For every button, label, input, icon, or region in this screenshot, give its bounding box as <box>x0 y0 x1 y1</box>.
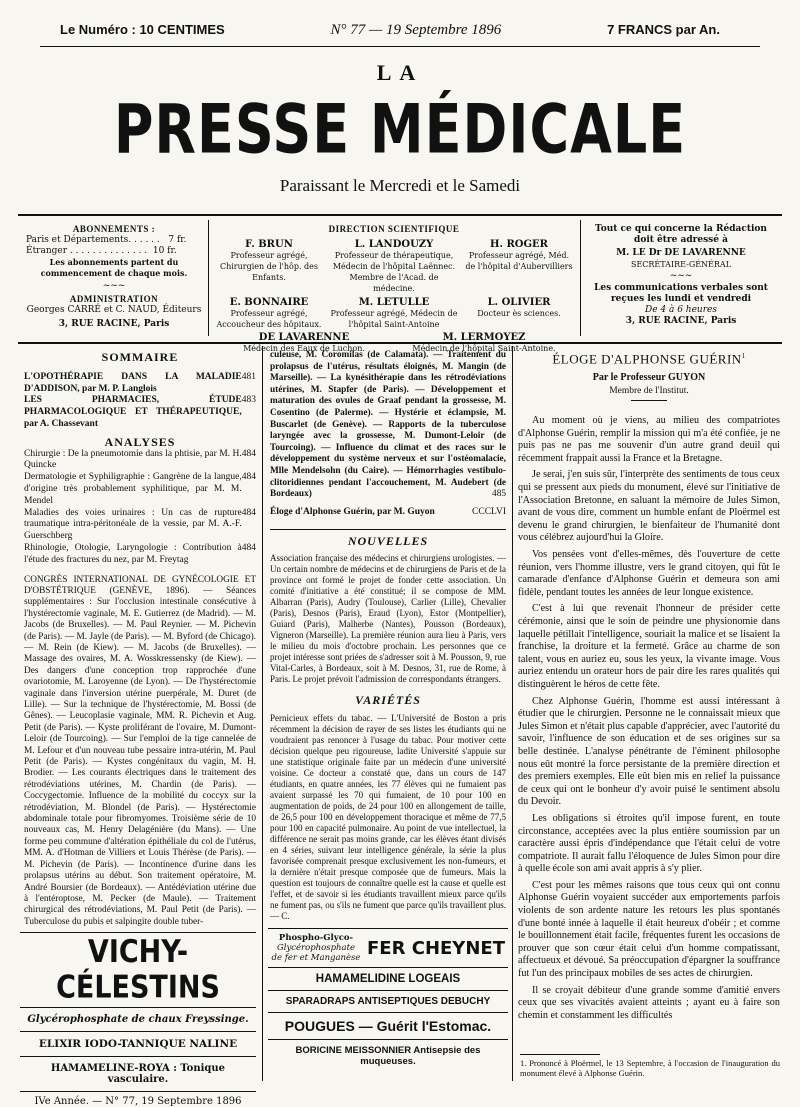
header-rule <box>40 46 760 47</box>
nouvelles-title: NOUVELLES <box>347 533 429 548</box>
analyses-title: ANALYSES <box>104 434 176 449</box>
director-lavarenne-desc: Médecin des Eaux de Luchon. <box>243 344 365 353</box>
masthead-subtitle: Paraissant le Mercredi et le Samedi <box>279 176 521 195</box>
abonnements-note: Les abonnements partent du commencement de chaque mois. <box>40 257 188 278</box>
ads-left <box>20 932 256 1107</box>
redaction-line-6: 3, RUE RACINE, Paris <box>625 316 737 326</box>
director-bonnaire-desc: Professeur agrégé, Accoucheur des hôpitaux. <box>216 309 322 329</box>
analyse-page-1: 484 <box>241 448 256 459</box>
admin-address: 3, RUE RACINE, Paris <box>58 319 170 329</box>
eloge-p6: Les obligations si étroites qu'il impose furent, en toute circonstance, acceptées avec la plus entière soumission par un caractère aussi épris d'indépendance que l'était celui de votre compatriote. Il aurait fallu l'éloquence de Jules Simon pour dire à quelle école son ami avait appris à s'y plier. <box>518 812 780 875</box>
redaction-line-4: Les communications verbales sont reçues les lundi et vendredi <box>594 283 768 304</box>
eloge-p8: Il se croyait débiteur d'une grande somme d'amitié envers ceux que ses vivacités avaient atteints ; ayant eu à faire son chemin et constamment les difficultés <box>518 984 780 1021</box>
analyse-item-4: Rhinologie, Otologie, Laryngologie : Contribution à l'étude des fractures du nez, par M. Freytag <box>24 542 242 565</box>
director-olivier: L. OLIVIER <box>487 297 551 308</box>
director-brun: F. BRUN <box>245 239 293 250</box>
ad-glycero: Glycérophosphate de chaux Freyssinge. <box>27 1014 249 1025</box>
info-band <box>18 214 782 353</box>
director-letulle-desc: Professeur agrégé, Médecin de l'hôpital Saint-Antoine <box>330 309 458 329</box>
congres-page: 485 <box>492 489 506 500</box>
sommaire-title: SOMMAIRE <box>101 350 179 364</box>
masthead-article: LA <box>376 60 424 85</box>
redaction-line-2: M. LE Dr DE LAVARENNE <box>616 248 746 258</box>
ad-elixir: ELIXIR IODO-TANNIQUE NALINE <box>38 1038 238 1050</box>
director-lermoyez-desc: Médecin de l'hôpital Saint-Antoine. <box>412 344 556 353</box>
footer-issue: IVe Année. — N° 77, 19 Septembre 1896 <box>34 1096 242 1107</box>
analyse-page-4: 484 <box>241 542 256 553</box>
subscriptions-block: ABONNEMENTS : Paris et Départements. . . . . . 7 fr. Étranger . . . . . . . . . . . . . . 10 fr. Les abonnements partent du commencement de chaque mois. ~~~ ADMINISTRATION Georges CARRÉ et C. NAUD, Éditeurs 3, RUE RACINE, Paris <box>26 224 202 329</box>
director-olivier-desc: Docteur ès sciences. <box>477 309 561 318</box>
director-roger-desc: Professeur agrégé, Méd. de l'hôpital d'Aubervilliers <box>465 251 573 271</box>
ad-fer-cheynet: FER CHEYNET <box>367 937 505 959</box>
redaction-line-3: SECRÉTAIRE-GÉNÉRAL <box>630 260 732 269</box>
analyse-page-2: 484 <box>241 472 256 483</box>
masthead-title: PRESSE MÉDICALE <box>113 90 687 169</box>
director-letulle: M. LETULLE <box>358 297 430 308</box>
director-landouzy-desc: Professeur de thérapeutique, Médecin de l'hôpital Laënnec. Membre de l'Acad. de médecine. <box>332 251 456 293</box>
eloge-p5: Chez Alphonse Guérin, l'homme est aussi intéressant à étudier que le chirurgien. Personne ne le connaissait mieux que Jules Simon et n'était plus capable d'apprécier, avec l'autorité du savoir, l'influence de son éducation et de ses origines sur sa belle destinée. L'analyse pénétrante de l'éminent philosophe nous eût montré la force persistante de la première direction et des premiers exemples. Elle eût bien mis en relief la puissance de ceux qui ont le bonheur d'y avoir puisé le sentiment absolu du Devoir. <box>518 695 780 808</box>
eloge-p7: C'est pour les mêmes raisons que tous ceux qui ont connu Alphonse Guérin voyaient succéder aux emportements parfois violents de son ardente nature les retours les plus spontanés d'une bonté innée à laquelle il était heureux d'obéir ; et comme le bouillonnement était facile, fréquentes furent les occasions de prouver que son cœur était celui d'un homme compatissant, affectueux et dévoué. Sa préoccupation d'épargner la souffrance fut l'un des principaux mobiles de ses actes de chirurgien. <box>518 879 780 980</box>
direction-title: DIRECTION SCIENTIFIQUE <box>328 224 460 234</box>
ads-middle <box>268 928 508 1072</box>
issue-number: N° 77 — 19 Septembre 1896 <box>330 22 502 38</box>
admin-title: ADMINISTRATION <box>69 294 159 304</box>
director-brun-desc: Professeur agrégé, Chirurgien de l'hôp. des Enfants. <box>219 251 319 282</box>
varietes-text: Pernicieux effets du tabac. — L'Université de Boston a pris récemment la décision de rayer de ses listes les étudiants qui ne voudraient pas renoncer à l'usage du tabac. Pour motiver cette décision quelque peu rigoureuse, ladite Université s'appuie sur une statistique originale faite par un médecin d'une université voisine. Ce docteur a constaté que, dans un cours de 147 étudiants, en quatre années, les 77 élèves qui ne fumaient pas avaient surpassé les 70 qui fumaient, de 10 pour 100 en augmentation de poids, de 24 pour 100 en allongement de taille, de 26,5 pour 100 en développement thoracique et même de 77,5 pour 100 en capacité pulmonaire. Au point de vue intellectuel, la différence ne serait pas moins grande, car les élèves étant divisés en 4 séries, suivant leur intelligence générale, la série la plus favorisée comprenait presque exclusivement les non-fumeurs, et la dernière n'était presque composée que de fumeurs. Mais la question est toujours de connaître quelle est la cause et quelle est l'effet, et de savoir si les étudiants travaillent mieux parce qu'ils ne fument pas, ou s'ils ne fument que parce qu'ils travaillent plus. — C. <box>270 713 506 922</box>
column-2 <box>270 350 506 922</box>
sommaire <box>24 352 256 928</box>
ad-hamamelidine: HAMAMELIDINE LOGEAIS <box>315 973 461 985</box>
eloge-title: ÉLOGE D'ALPHONSE GUÉRIN <box>552 351 742 367</box>
ad-vichy: VICHY-CÉLESTINS <box>56 934 220 1006</box>
sommaire-item-2: LES PHARMACIES, ÉTUDE PHARMACOLOGIQUE ET THÉRAPEUTIQUE, par A. Chassevant <box>24 395 242 429</box>
top-header <box>60 22 720 44</box>
varietes-title: VARIÉTÉS <box>355 693 421 708</box>
etranger-price: Étranger . . . . . . . . . . . . . . 10 fr. <box>26 246 177 256</box>
column-3 <box>518 350 780 1022</box>
analyse-item-2: Dermatologie et Syphiligraphie : Gangrène de la langue, d'origine très probablement syphilitique, par M. M. Mendel <box>24 472 242 506</box>
abonnements-title: ABONNEMENTS : <box>72 224 156 234</box>
director-bonnaire: E. BONNAIRE <box>229 297 309 308</box>
director-landouzy: L. LANDOUZY <box>354 239 434 250</box>
analyse-item-1: Chirurgie : De la pneumotomie dans la phtisie, par M. H. Quincke <box>24 448 242 471</box>
sommaire-page-2: 483 <box>241 395 256 406</box>
eloge-p2: Je serai, j'en suis sûr, l'interprète des sentiments de tous ceux qui se pressent aux pieds du monument, élevé sur l'initiative de l'Association Bretonne, en saluant la mémoire de Jules Simon, avant de vous dire, comment un humble enfant de Ploërmel est devenu le grand chirurgien, le bienfaiteur de l'humanité dont vous célébrez aujourd'hui la Gloire. <box>518 469 780 544</box>
sommaire-item-1: L'OPOTHÉRAPIE DANS LA MALADIE D'ADDISON, par M. P. Langlois <box>24 371 242 394</box>
subscription-price: 7 FRANCS par An. <box>607 22 720 37</box>
congres-summary: CONGRÈS INTERNATIONAL DE GYNÉCOLOGIE ET D'OBSTÉTRIQUE (GENÈVE, 1896). — Séances supplémentaires : Sur l'occlusion intestinale consécutive à l'hystérectomie vaginale, M. E. Gutierrez (de Madrid). — M. Jacobs (de Bruxelles). — M. Paul Reynier. — M. Pichevin (de Paris). — M. Jayle (de Paris). — M. Byford (de Chicago). — M. Rein (de Kiew). — M. Jacobs (de Bruxelles). — Massage des ovaires, M. A. Wosskressensky (de Kiew). — Des dangers d'une conception trop rapprochée d'une ovariotomie, M. Laroyenne (de Lyon). — De l'hystérectomie vaginale dans l'inversion utérine puerpérale, M. Duret (de Lille). — Sur la technique de l'hystérectomie, M. Bossi (de Gênes). — Leucoplasie vaginale, MM. R. Pichevin et Aug. Petit (de Paris). — Kyste proliférant de l'ovaire, M. Dumont-Leloir (de Tourcoing). — Sur l'emploi de la tige cannelée de M. Lefour et d'un nouveau tube pessaire intra-utérin, M. Paul Petit (de Paris). — Kystes congénitaux du vagin, M. H. Brodier. — Les courants électriques dans le traitement des rétrodéviations utérines, M. Chardin (de Paris). — Coccygectomie. Influence de la mobilité du coccyx sur la rétrodéviation, M. Blondel (de Paris). — Hystérectomie abdominale totale pour fibromyomes. Troisième série de 10 nouveaux cas, M. Henry Delagénière (du Mans). — Une forme peu commune d'altération épithéliale du col de l'utérus, MM. A. d'Hotman de Villiers et Louis Thérèse (de Paris). — M. Pichevin (de Paris). — Incontinence d'urine dans les prolapsus utérins au début. Son traitement opératoire, M. André Boursier (de Bordeaux). — Antédéviation utérine due à l'entéroptose, M. Pecker (de Maule). — Traitement chirurgical des rétrodéviations, M. Paul Petit (de Paris). — Tuberculose du pubis et salpingite double tuber- <box>24 574 256 927</box>
eloge-p3: Vos pensées vont d'elles-mêmes, dès l'ouverture de cette réunion, vers l'homme illustre, vers le grand citoyen, qui fût le camarade d'enfance d'Alphonse Guérin et demeura son ami fidèle, pendant toutes les années de leur longue existence. <box>518 549 780 598</box>
director-lavarenne: DE LAVARENNE <box>258 332 350 343</box>
eloge-p4: C'est à lui que revenait l'honneur de présider cette cérémonie, ainsi que le soin de peindre une physionomie dans laquelle pétillait l'intelligence, souriait la malice et se lisaient la franchise, la droiture et la fermeté. Grâce au charme de son talent, vous en auriez eu, sous les yeux, la vivante image. Vous auriez entendu un orateur hors de pair dire les rares qualités qui distinguèrent le héros de cette fête. <box>518 603 780 690</box>
redaction-line-1: Tout ce qui concerne la Rédaction doit être adressé à <box>595 224 767 245</box>
ad-hamameline-roya: HAMAMELINE-ROYA : Tonique vasculaire. <box>50 1063 226 1085</box>
eloge-footnote: 1. Prononcé à Ploërmel, le 13 Septembre, à l'occasion de l'inauguration du monument élevé à Alphonse Guérin. <box>520 1058 780 1078</box>
eloge-member: Membre de l'Institut. <box>609 385 689 396</box>
eloge-p1: Au moment où je viens, au milieu des compatriotes d'Alphonse Guérin, remplir la mission qui m'a été confiée, je ne puis pas ne pas me souvenir d'un autre grand deuil qui récemment frappait aussi la France et la Bretagne. <box>518 415 780 464</box>
nouvelles-text: Association française des médecins et chirurgiens urologistes. — Un certain nombre de médecins et de chirurgiens de Paris et de la province ont formé le projet de fonder cette association. Un comité d'initiative a été constitué; il se compose de MM. Albarran (Paris), Audry (Toulouse), Carlier (Lille), Chevalier (Paris), Desnos (Paris), Eraud (Lyon), Estor (Montpellier), Guiard (Paris), Malherbe (Nantes), Pousson (Bordeaux), Vigneron (Marseille). La première réunion aura lieu à Paris, vers le milieu du mois d'octobre prochain. Les personnes que ce projet intéresse sont priées de s'adresser soit à M. Pousson, 9, rue Vital-Carles, à Bordeaux, soit à M. Desnos, 31, rue de Rome, à Paris. Le projet prévoit l'admission de correspondants étrangers. <box>270 553 506 685</box>
analyse-item-3: Maladies des voies urinaires : Un cas de rupture traumatique intra-péritonéale de la vessie, par M. A.-F. Guerschberg <box>24 507 242 542</box>
ad-pougues: POUGUES — Guérit l'Estomac. <box>284 1018 492 1034</box>
ad-phospho-1: Phospho-Glyco- <box>278 933 354 943</box>
admin-names: Georges CARRÉ et C. NAUD, Éditeurs <box>26 305 202 315</box>
analyse-page-3: 484 <box>241 507 256 518</box>
ad-boricine: BORICINE MEISSONNIER Antisepsie des muqueuses. <box>295 1045 481 1067</box>
director-lermoyez: M. LERMOYEZ <box>442 332 526 343</box>
eloge-entry: Éloge d'Alphonse Guérin, par M. Guyon <box>270 506 435 517</box>
redaction-line-5: De 4 à 6 heures <box>645 305 717 315</box>
ad-phospho-3: de fer et Manganèse <box>271 953 361 963</box>
price: Le Numéro : 10 CENTIMES <box>60 22 225 37</box>
congres-continued: culeuse, M. Coromilas (de Calamata). — Traitement du prolapsus de l'utérus, résultats éloignés, M. Mangin (de Marseille). — La kynésithérapie dans les rétrodéviations utérines, M. Stapfer (de Paris). — Développement et maturation des ovules de Graaf pendant la grossesse, M. Cosentino (de Palerme). — Hystérie et éclampsie, M. Buscarlet (de Genève). — Rapports de la tuberculose laryngée avec la grossesse, M. Dumont-Leloir (de Tourcoing). — Influence du climat et des races sur le développement du système nerveux et sur l'ostéomalacie, Mlle Mendelsohn (du Caire). — Hémorrhagies vestibulo-clitoridiennes pendant l'accouchement, M. Audebert (de Bordeaux) <box>270 350 506 500</box>
redaction-block: Tout ce qui concerne la Rédaction doit être adressé à M. LE Dr DE LAVARENNE SECRÉTAIRE-GÉNÉRAL ~~~ Les communications verbales sont reçues les lundi et vendredi De 4 à 6 heures 3, RUE RACINE, Paris <box>586 224 776 327</box>
director-roger: H. ROGER <box>490 239 548 250</box>
ad-sparadraps: SPARADRAPS ANTISEPTIQUES DEBUCHY <box>285 996 491 1007</box>
sommaire-page-1: 481 <box>241 371 256 382</box>
eloge-footnote-mark: 1 <box>741 352 746 360</box>
direction-block <box>214 224 574 354</box>
ad-phospho-2: Glycérophosphate <box>276 943 356 953</box>
eloge-page: CCCLVI <box>472 506 506 517</box>
eloge-author: Par le Professeur GUYON <box>592 371 706 383</box>
paris-price: Paris et Départements. . . . . . 7 fr. <box>26 235 187 245</box>
